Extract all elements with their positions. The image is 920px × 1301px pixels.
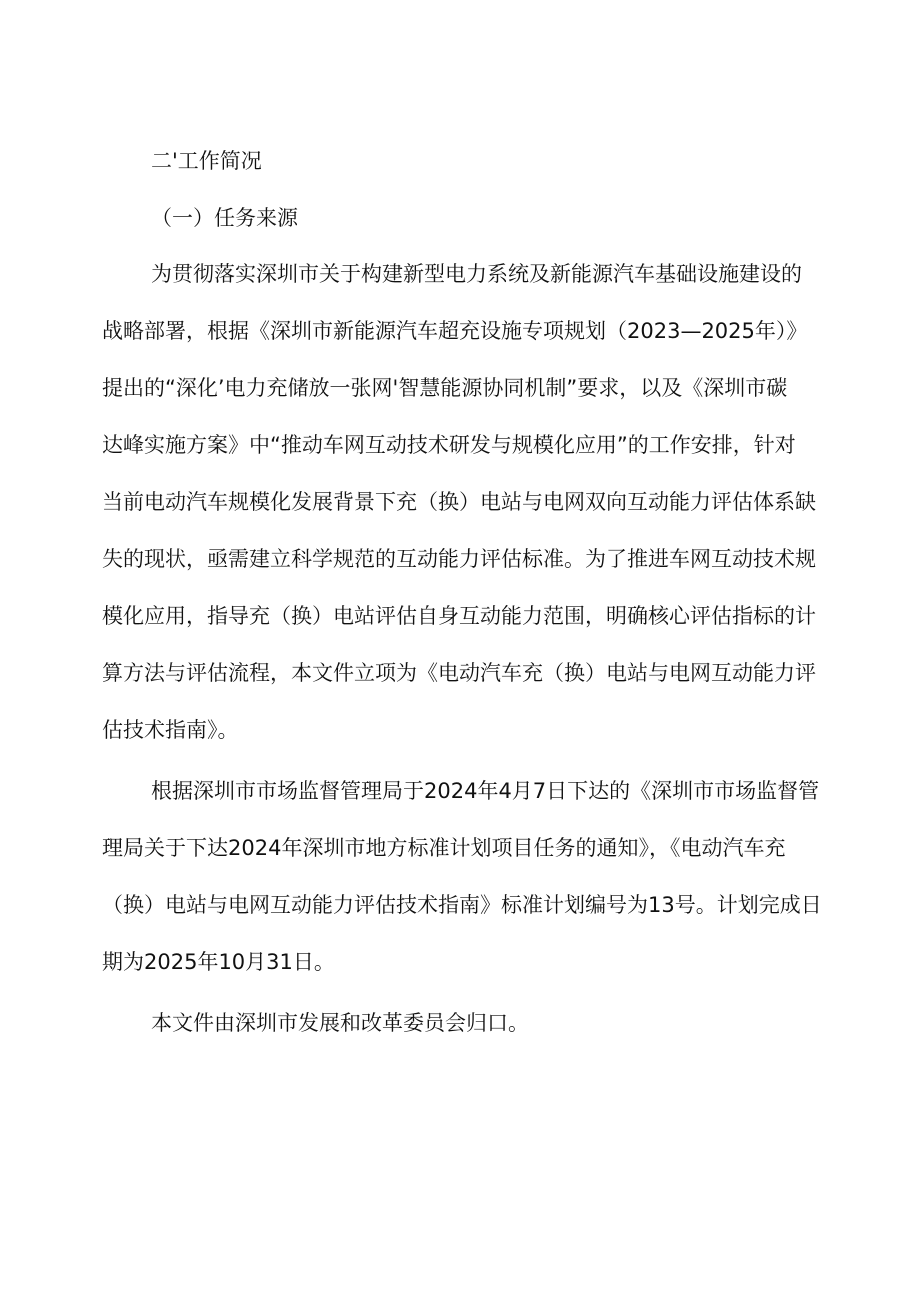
paragraph-line: 根据深圳市市场监督管理局于2024年4月7日下达的《深圳市市场监督管 xyxy=(151,779,820,803)
paragraph-line: 失的现状，亟需建立科学规范的互动能力评估标准。为了推进车网互动技术规 xyxy=(102,547,816,571)
paragraph-line: （换）电站与电网互动能力评估技术指南》标准计划编号为13号。计划完成日 xyxy=(102,893,822,917)
subsection-heading: （一）任务来源 xyxy=(151,206,298,230)
paragraph-line: 理局关于下达2024年深圳市地方标准计划项目任务的通知》，《电动汽车充 xyxy=(102,836,786,860)
paragraph-line: 算方法与评估流程，本文件立项为《电动汽车充（换）电站与电网互动能力评 xyxy=(102,661,816,685)
paragraph-line: 当前电动汽车规模化发展背景下充（换）电站与电网双向互动能力评估体系缺 xyxy=(102,490,816,514)
paragraph-line: 提出的“深化’电力充储放一张网'智慧能源协同机制”要求，以及《深圳市碳 xyxy=(102,376,788,400)
paragraph-responsible-unit: 本文件由深圳市发展和改革委员会归口。 xyxy=(151,1011,529,1035)
paragraph-line: 模化应用，指导充（换）电站评估自身互动能力范围，明确核心评估指标的计 xyxy=(102,604,816,628)
section-heading: 二'工作简况 xyxy=(151,149,262,173)
paragraph-line: 为贯彻落实深圳市关于构建新型电力系统及新能源汽车基础设施建设的 xyxy=(151,262,802,286)
paragraph-line: 战略部署，根据《深圳市新能源汽车超充设施专项规划（2023—2025年）》 xyxy=(102,319,808,343)
paragraph-line: 达峰实施方案》中“推动车网互动技术研发与规模化应用”的工作安排，针对 xyxy=(102,433,796,457)
paragraph-line: 期为2025年10月31日。 xyxy=(102,950,335,974)
paragraph-line: 估技术指南》。 xyxy=(102,718,239,742)
